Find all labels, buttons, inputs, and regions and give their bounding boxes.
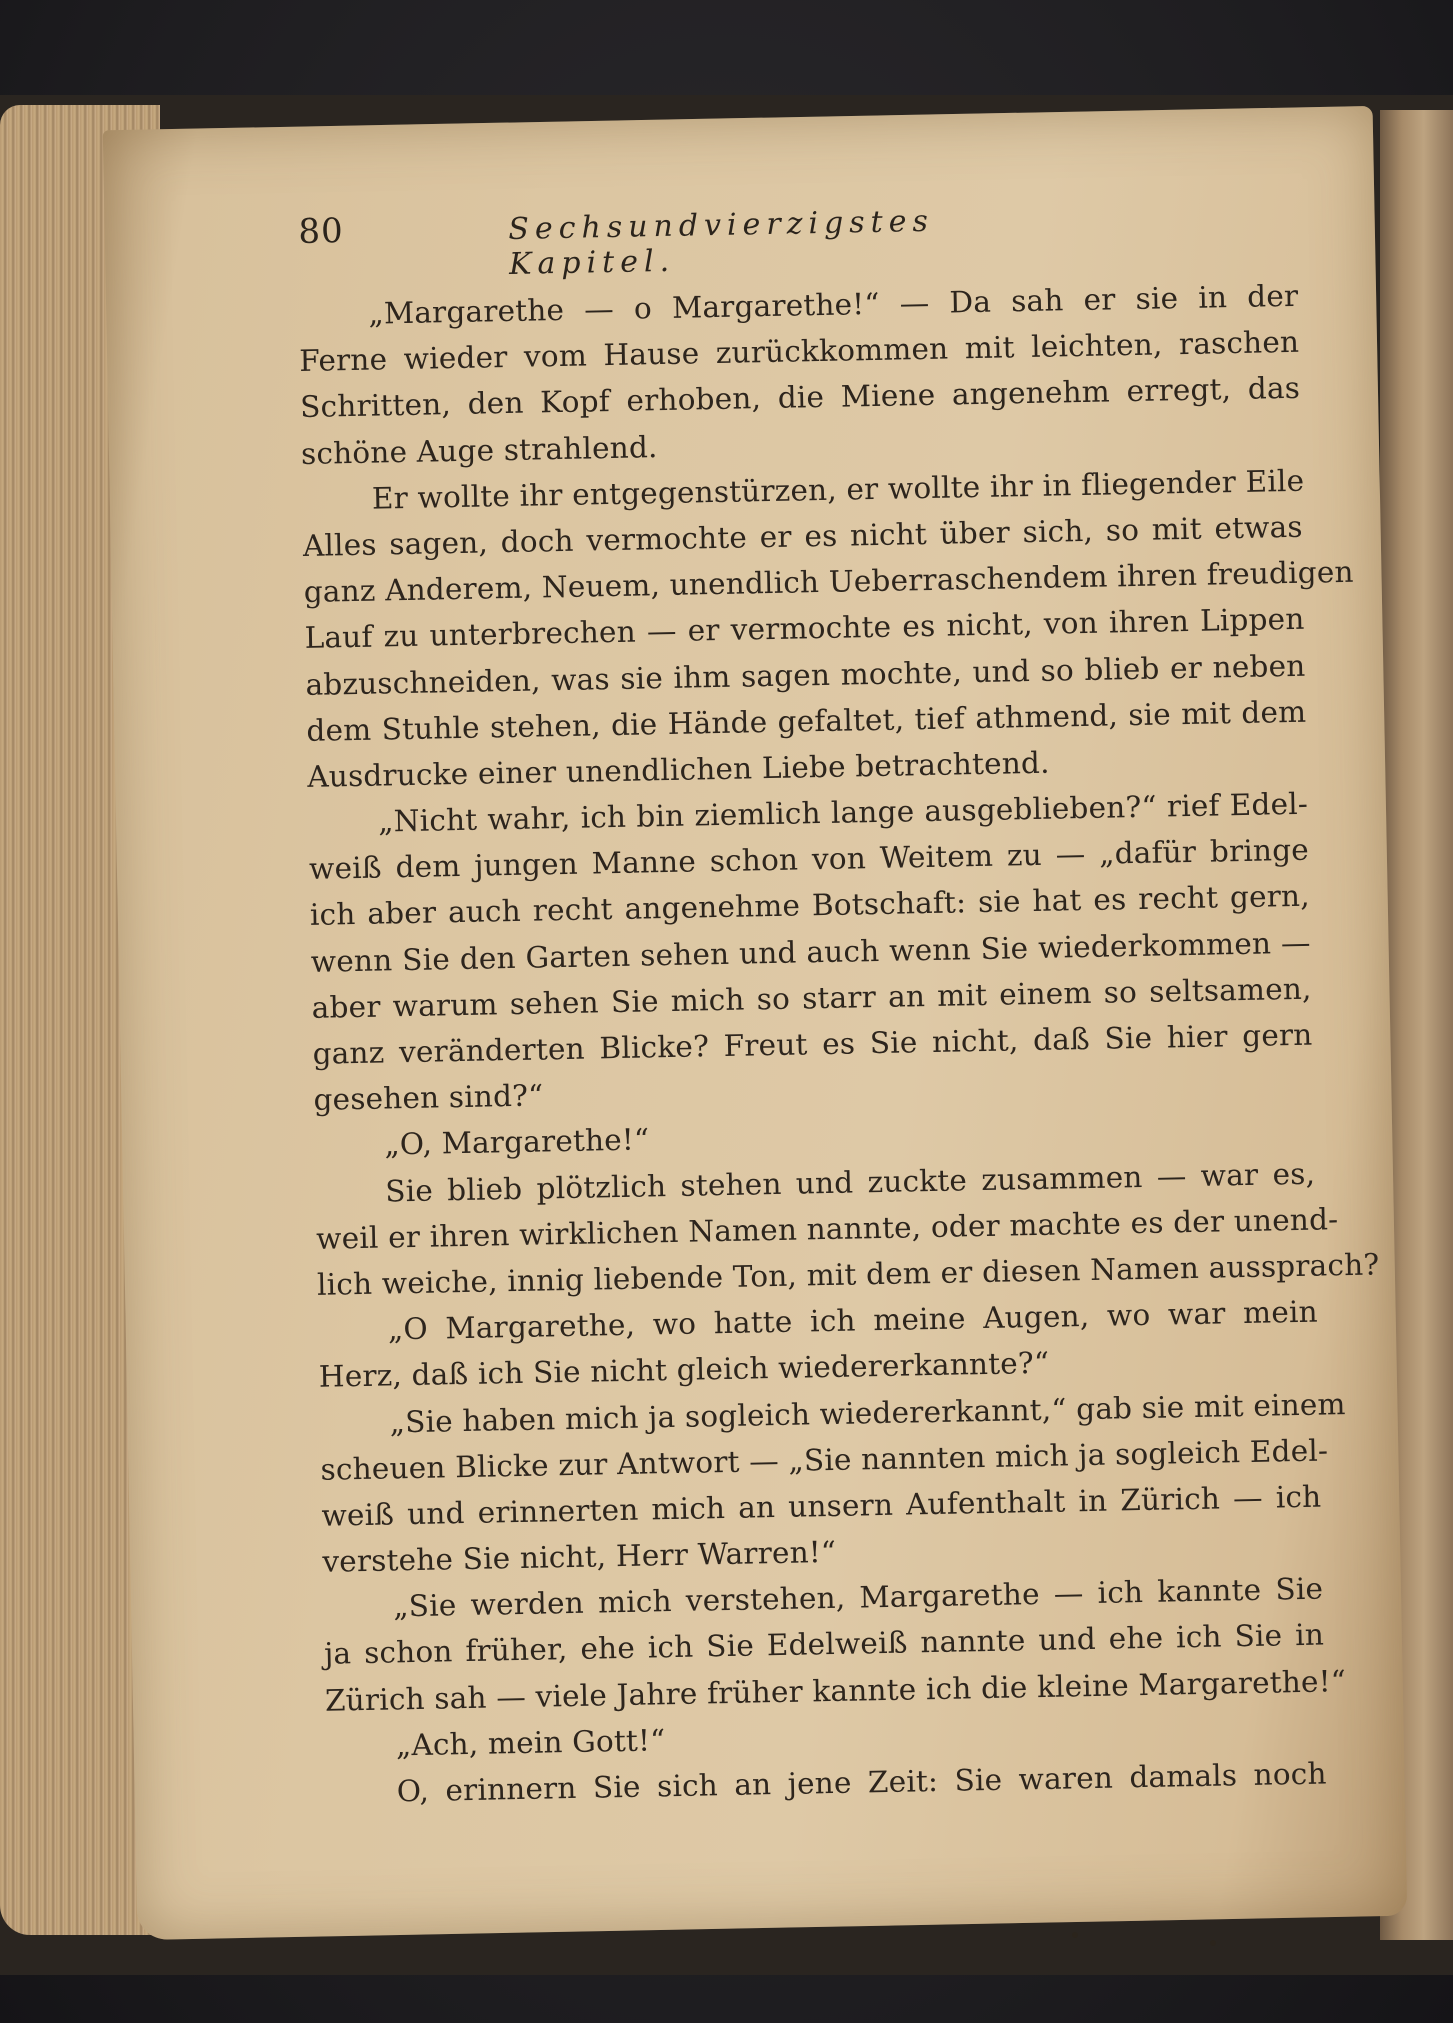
text-line: weiß dem jungen Manne schon von Weitem zu — „dafür bringe (308, 832, 1310, 887)
text-line: ja schon früher, ehe ich Sie Edelweiß nannte und ehe ich Sie in (323, 1617, 1325, 1672)
text-line: ganz veränderten Blicke? Freut es Sie nicht, daß Sie hier gern (312, 1017, 1313, 1071)
text-line: ganz Anderem, Neuem, unendlich Ueberraschendem ihren freudigen (303, 554, 1354, 610)
text-line: ich aber auch recht angenehme Botschaft: sie hat es recht gern, (309, 879, 1311, 933)
body-text (298, 273, 1380, 1816)
text-line: Alles sagen, doch vermochte er es nicht über sich, so mit etwas (302, 509, 1304, 563)
text-line: „Sie werden mich verstehen, Margarethe — ich kannte Sie (392, 1571, 1324, 1624)
text-line: Zürich sah — viele Jahre früher kannte ich die kleine Margarethe!“ (324, 1663, 1347, 1718)
page-number: 80 (298, 211, 345, 252)
text-line: Herz, daß ich Sie nicht gleich wiedererkannte?“ (318, 1346, 1050, 1395)
text-line: „O, Margarethe!“ (384, 1122, 650, 1162)
text-line: lich weiche, innig liebende Ton, mit dem er diesen Namen aussprach? (316, 1247, 1380, 1302)
text-line: aber warum sehen Sie mich so starr an mit einem so seltsamen, (311, 971, 1312, 1025)
text-line: weil er ihren wirklichen Namen nannte, oder machte es der unend- (315, 1201, 1339, 1256)
text-line: Lauf zu unterbrechen — er vermochte es nicht, von ihren Lippen (304, 602, 1305, 656)
text-line: abzuschneiden, was sie ihm sagen mochte, und so blieb er neben (305, 648, 1306, 702)
ink-speck (1072, 1932, 1078, 1938)
text-line: O, erinnern Sie sich an jene Zeit: Sie waren damals noch (396, 1756, 1327, 1809)
text-line: wenn Sie den Garten sehen und auch wenn Sie wiederkommen — (310, 925, 1311, 979)
text-line: „Ach, mein Gott!“ (395, 1723, 666, 1763)
text-line: dem Stuhle stehen, die Hände gefaltet, tief athmend, sie mit dem (306, 694, 1307, 748)
text-line: Ausdrucke einer unendlichen Liebe betrachtend. (306, 745, 1050, 794)
text-line: Sie blieb plötzlich stehen und zuckte zusammen — war es, (384, 1156, 1316, 1209)
text-line: gesehen sind?“ (313, 1078, 544, 1118)
text-line: weiß und erinnerten mich an unsern Aufenthalt in Zürich — ich (321, 1479, 1322, 1533)
text-line: scheuen Blicke zur Antwort — „Sie nannten mich ja sogleich Edel- (320, 1433, 1329, 1487)
text-line: schöne Auge strahlend. (300, 429, 658, 471)
running-head: Sechsundvierzigstes Kapitel. (508, 203, 935, 282)
text-line: Ferne wieder vom Hause zurückkommen mit leichten, raschen (299, 324, 1300, 379)
text-line: „Sie haben mich ja sogleich wiedererkannt,“ gab sie mit einem (389, 1386, 1346, 1439)
text-line: „O Margarethe, wo hatte ich meine Augen, wo war mein (387, 1294, 1319, 1347)
ink-speck (1210, 1940, 1216, 1946)
text-line: „Nicht wahr, ich bin ziemlich lange ausgeblieben?“ rief Edel- (377, 786, 1309, 839)
text-line: verstehe Sie nicht, Herr Warren!“ (322, 1534, 837, 1579)
text-line: „Margarethe — o Margarethe!“ — Da sah er sie in der (368, 278, 1299, 331)
text-line: Schritten, den Kopf erhoben, die Miene angenehm erregt, das (299, 371, 1301, 425)
text-line: Er wollte ihr entgegenstürzen, er wollte ihr in fliegender Eile (371, 463, 1305, 516)
